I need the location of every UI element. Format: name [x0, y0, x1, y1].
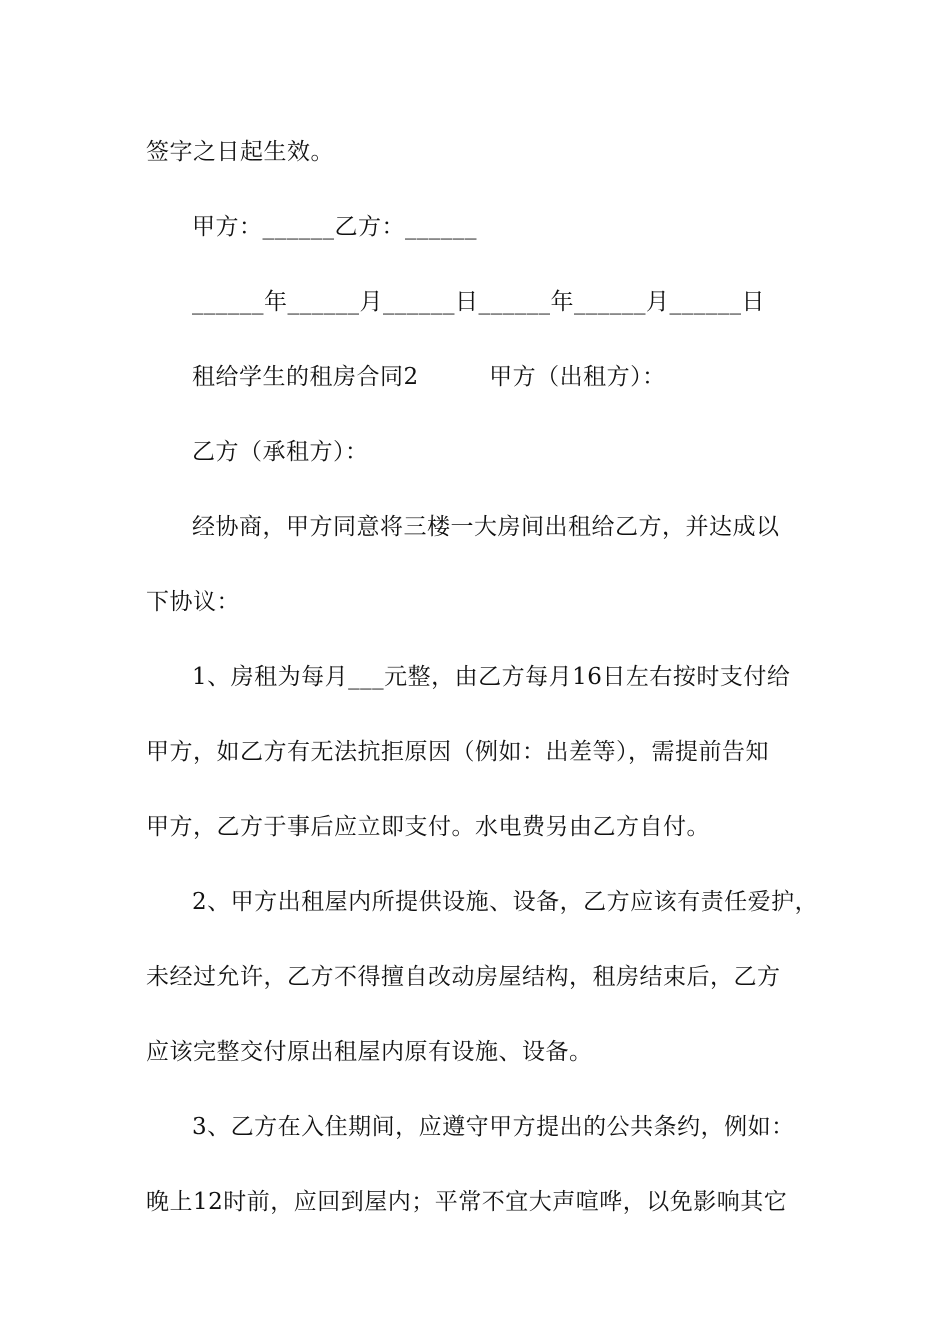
text-line-agreement-intro-cont: 下协议： — [146, 589, 240, 615]
text-line-agreement-intro: 经协商，甲方同意将三楼一大房间出租给乙方，并达成以 — [192, 514, 780, 540]
text-line-effective-date: 签字之日起生效。 — [146, 139, 334, 165]
text-line-tenant: 乙方（承租方）： — [192, 439, 369, 465]
text-line-clause-3: 3、乙方在入住期间，应遵守甲方提出的公共条约，例如： — [192, 1114, 795, 1140]
text-line-clause-1-cont-1: 甲方，如乙方有无法抗拒原因（例如：出差等），需提前告知 — [146, 739, 769, 765]
text-line-clause-3-cont-1: 晚上12时前，应回到屋内；平常不宜大声喧哗，以免影响其它 — [146, 1189, 788, 1215]
text-line-contract-title: 租给学生的租房合同2 甲方（出租方）： — [192, 364, 666, 390]
text-line-clause-2: 2、甲方出租屋内所提供设施、设备，乙方应该有责任爱护， — [192, 889, 819, 915]
text-line-signature-dates: ______年______月______日______年______月______日 — [192, 289, 765, 315]
text-line-clause-2-cont-2: 应该完整交付原出租屋内原有设施、设备。 — [146, 1039, 593, 1065]
text-line-clause-1: 1、房租为每月___元整，由乙方每月16日左右按时支付给 — [192, 664, 791, 690]
text-line-signature-parties: 甲方：______乙方：______ — [192, 214, 477, 240]
text-line-clause-1-cont-2: 甲方，乙方于事后应立即支付。水电费另由乙方自付。 — [146, 814, 710, 840]
text-line-clause-2-cont-1: 未经过允许，乙方不得擅自改动房屋结构，租房结束后，乙方 — [146, 964, 781, 990]
